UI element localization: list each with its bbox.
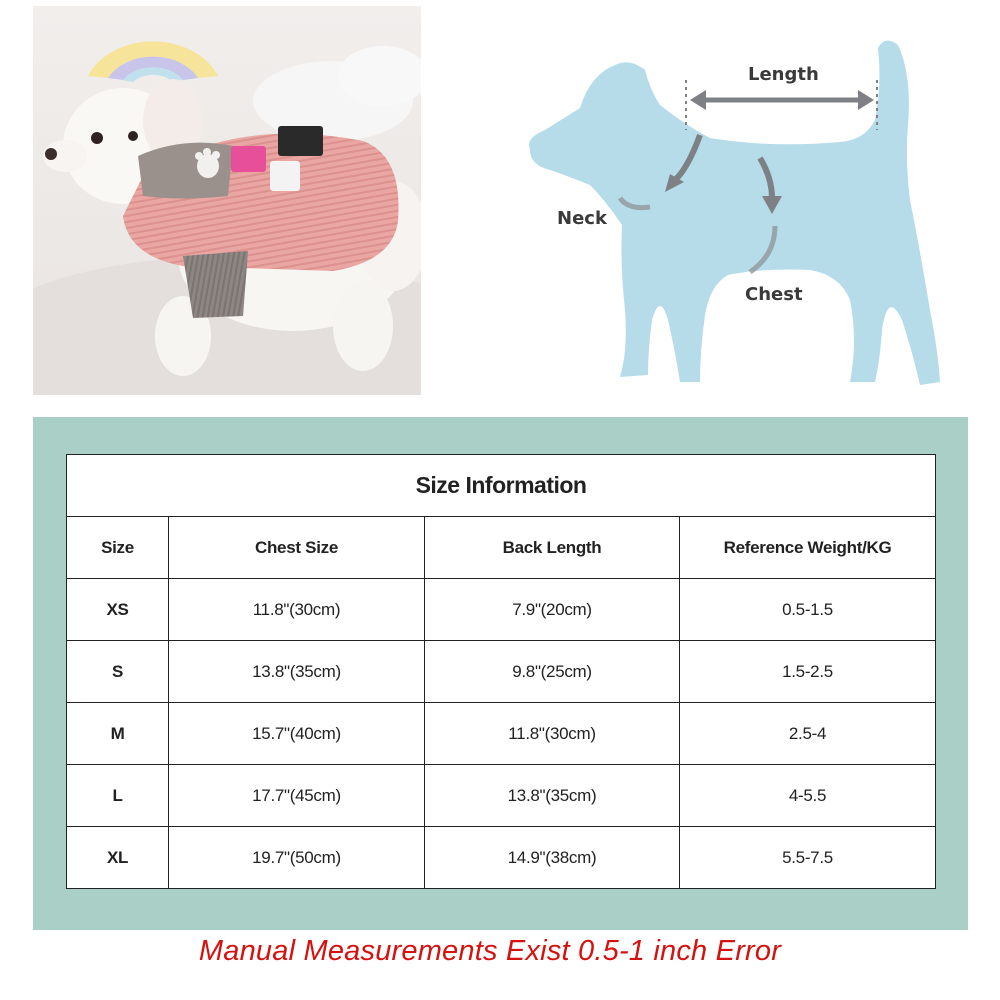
chest-size-cell: 13.8"(35cm) (169, 641, 425, 703)
weight-cell: 4-5.5 (680, 765, 936, 827)
length-arrow (690, 90, 874, 110)
chest-size-cell: 15.7"(40cm) (169, 703, 425, 765)
back-length-cell: 9.8"(25cm) (425, 641, 680, 703)
table-header-row (67, 517, 936, 579)
size-cell: XS (67, 579, 169, 641)
column-header-chest-size: Chest Size (169, 517, 425, 579)
dog-silhouette-diagram (510, 30, 970, 400)
dog-sweater-photo (33, 6, 421, 395)
size-cell: M (67, 703, 169, 765)
chest-label: Chest (745, 284, 803, 305)
size-table-panel (33, 417, 968, 930)
length-label: Length (748, 64, 819, 85)
weight-cell: 0.5-1.5 (680, 579, 936, 641)
weight-cell: 5.5-7.5 (680, 827, 936, 889)
table-title: Size Information (67, 455, 936, 517)
size-cell: S (67, 641, 169, 703)
measurement-diagram (510, 30, 970, 400)
column-header-reference-weight: Reference Weight/KG (680, 517, 936, 579)
product-photo (33, 6, 421, 395)
column-header-size: Size (67, 517, 169, 579)
neck-label: Neck (557, 208, 607, 229)
back-length-cell: 7.9"(20cm) (425, 579, 680, 641)
back-length-cell: 13.8"(35cm) (425, 765, 680, 827)
chest-size-cell: 17.7"(45cm) (169, 765, 425, 827)
weight-cell: 1.5-2.5 (680, 641, 936, 703)
weight-cell: 2.5-4 (680, 703, 936, 765)
table-row (67, 703, 936, 765)
back-length-cell: 11.8"(30cm) (425, 703, 680, 765)
back-length-cell: 14.9"(38cm) (425, 827, 680, 889)
size-cell: XL (67, 827, 169, 889)
chest-size-cell: 19.7"(50cm) (169, 827, 425, 889)
table-row (67, 827, 936, 889)
size-cell: L (67, 765, 169, 827)
chest-size-cell: 11.8"(30cm) (169, 579, 425, 641)
measurement-error-note: Manual Measurements Exist 0.5-1 inch Error (198, 935, 782, 967)
size-information-table (66, 454, 936, 889)
table-row (67, 641, 936, 703)
table-row (67, 765, 936, 827)
table-row (67, 579, 936, 641)
column-header-back-length: Back Length (425, 517, 680, 579)
